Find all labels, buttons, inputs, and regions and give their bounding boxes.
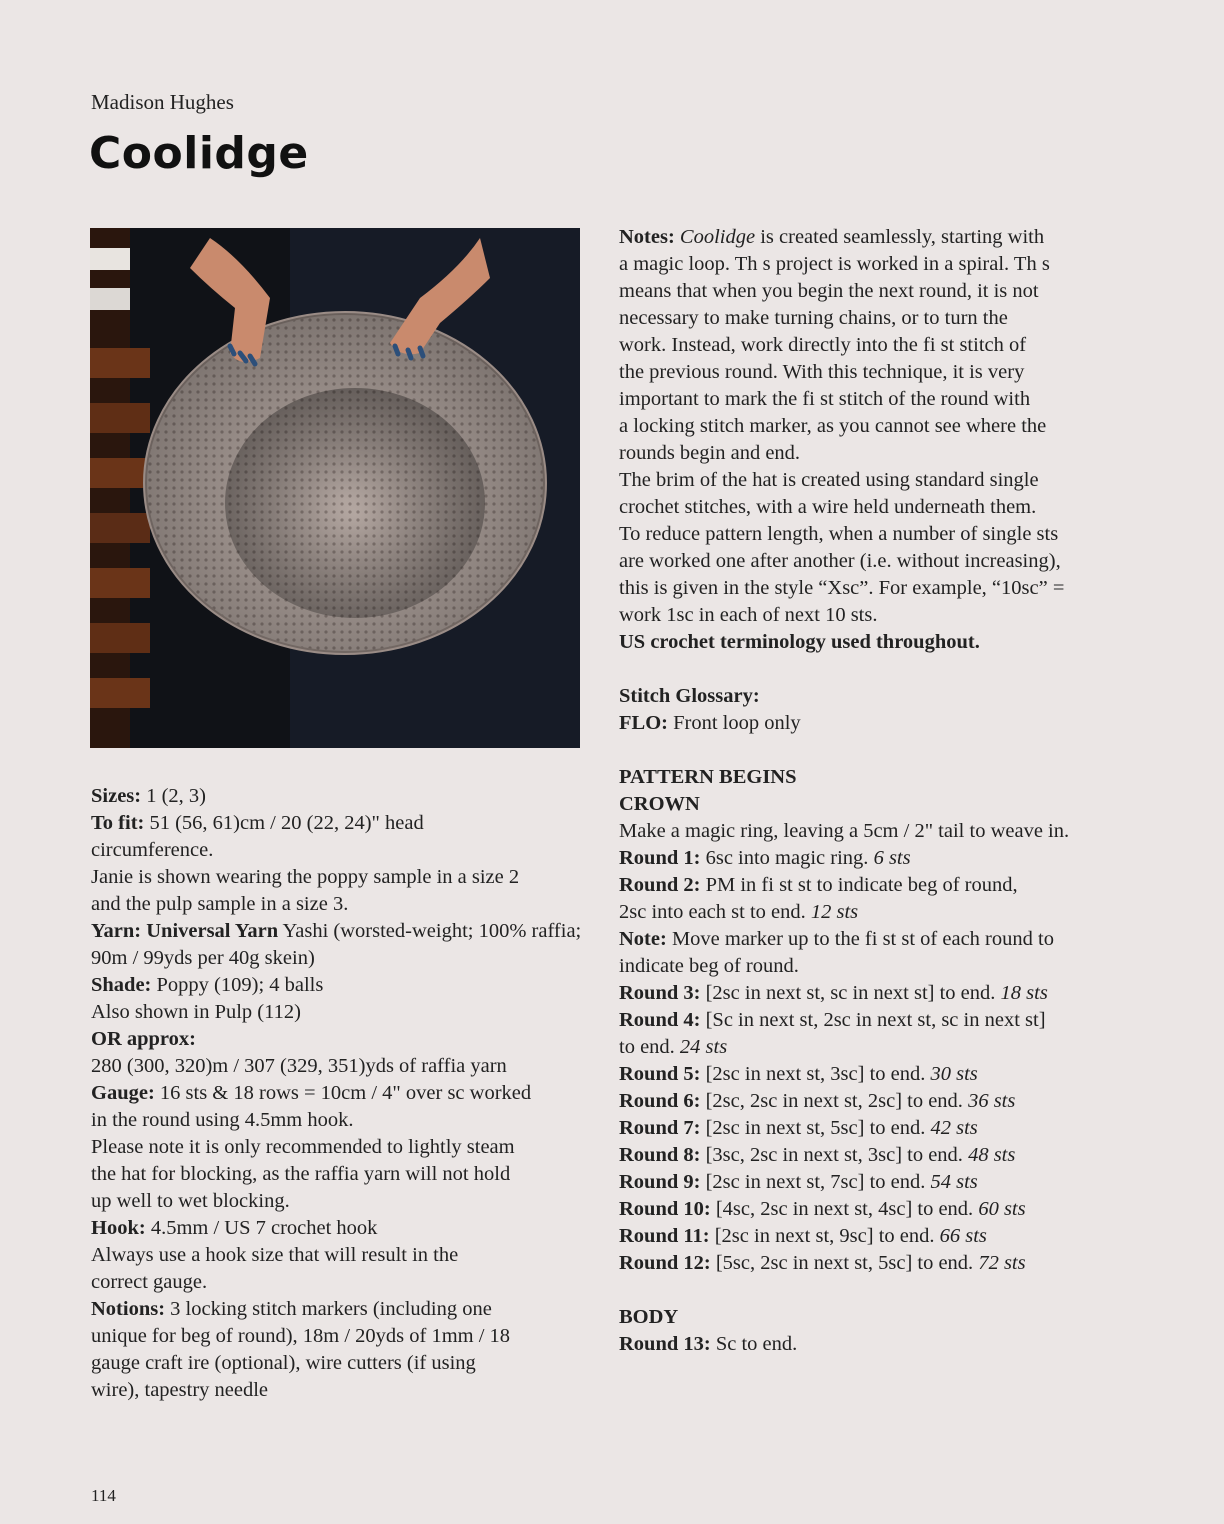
text-line xyxy=(619,710,1119,737)
body-text: is created seamlessly, starting with xyxy=(755,226,1045,248)
text-line xyxy=(619,1196,1119,1223)
text-line xyxy=(619,1304,1119,1331)
body-text: Sc to end. xyxy=(710,1333,798,1355)
label-text: Round 9: xyxy=(619,1171,701,1193)
text-line xyxy=(619,980,1119,1007)
italic-text: 66 sts xyxy=(939,1225,987,1247)
text-line xyxy=(619,251,1119,278)
text-line xyxy=(91,918,586,945)
body-text: [2sc in next st, 9sc] to end. xyxy=(709,1225,940,1247)
author-name: Madison Hughes xyxy=(91,90,234,114)
body-text: 90m / 99yds per 40g skein) xyxy=(91,947,315,969)
label-text: PATTERN BEGINS xyxy=(619,766,797,788)
text-line xyxy=(91,1242,586,1269)
body-text: Poppy (109); 4 balls xyxy=(151,974,324,996)
body-text: correct gauge. xyxy=(91,1271,208,1293)
paragraph-gap xyxy=(619,1277,1119,1304)
text-line xyxy=(91,1296,586,1323)
body-text: [3sc, 2sc in next st, 3sc] to end. xyxy=(700,1144,969,1166)
text-line xyxy=(619,872,1119,899)
body-text: Always use a hook size that will result in the xyxy=(91,1244,459,1266)
text-line xyxy=(619,305,1119,332)
text-line xyxy=(619,629,1119,656)
body-text: [5sc, 2sc in next st, 5sc] to end. xyxy=(710,1252,979,1274)
body-text: Make a magic ring, leaving a 5cm / 2" tail to weave in. xyxy=(619,820,1070,842)
label-text: Round 6: xyxy=(619,1090,701,1112)
label-text: Gauge: xyxy=(91,1082,155,1104)
text-line xyxy=(619,278,1119,305)
body-text: circumference. xyxy=(91,839,214,861)
italic-text: 42 sts xyxy=(930,1117,978,1139)
paragraph-gap xyxy=(619,737,1119,764)
body-text: 2sc into each st to end. xyxy=(619,901,811,923)
body-text: 6sc into magic ring. xyxy=(700,847,874,869)
text-line xyxy=(619,575,1119,602)
italic-text: 36 sts xyxy=(968,1090,1016,1112)
body-text: gauge craft ire (optional), wire cutters (if using xyxy=(91,1352,476,1374)
italic-text: 54 sts xyxy=(930,1171,978,1193)
italic-text: 18 sts xyxy=(1000,982,1048,1004)
label-text: Round 8: xyxy=(619,1144,701,1166)
body-text: Move marker up to the fi st st of each round to xyxy=(666,928,1054,950)
text-line xyxy=(619,1142,1119,1169)
italic-text: 60 sts xyxy=(978,1198,1026,1220)
body-text: Please note it is only recommended to lightly steam xyxy=(91,1136,515,1158)
label-text: Round 10: xyxy=(619,1198,711,1220)
text-line xyxy=(91,1377,586,1404)
label-text: FLO: xyxy=(619,712,668,734)
body-text: [Sc in next st, 2sc in next st, sc in next st] xyxy=(700,1009,1046,1031)
body-text: the hat for blocking, as the raffia yarn will not hold xyxy=(91,1163,511,1185)
body-text: Front loop only xyxy=(667,712,801,734)
body-text: indicate beg of round. xyxy=(619,955,799,977)
body-text: means that when you begin the next round, it is not xyxy=(619,280,1039,302)
label-text: BODY xyxy=(619,1306,679,1328)
body-text: Janie is shown wearing the poppy sample in a size 2 xyxy=(91,866,520,888)
text-line xyxy=(619,359,1119,386)
body-text: a locking stitch marker, as you cannot see where the xyxy=(619,415,1047,437)
text-line xyxy=(91,1134,586,1161)
text-line xyxy=(619,764,1119,791)
body-text: a magic loop. Th s project is worked in a spiral. Th s xyxy=(619,253,1050,275)
label-text: Stitch Glossary: xyxy=(619,685,760,707)
body-text: 1 (2, 3) xyxy=(141,785,207,807)
body-text: in the round using 4.5mm hook. xyxy=(91,1109,354,1131)
body-text: 4.5mm / US 7 crochet hook xyxy=(145,1217,378,1239)
pattern-instructions xyxy=(619,224,1119,1358)
body-text: to end. xyxy=(619,1036,680,1058)
page-title: Coolidge xyxy=(89,128,309,179)
body-text: crochet stitches, with a wire held underneath them. xyxy=(619,496,1037,518)
text-line xyxy=(91,1026,586,1053)
text-line xyxy=(619,521,1119,548)
body-text: Yashi (worsted-weight; 100% raffia; xyxy=(278,920,582,942)
label-text: Shade: xyxy=(91,974,152,996)
label-text: Round 4: xyxy=(619,1009,701,1031)
italic-text: 30 sts xyxy=(930,1063,978,1085)
label-text: Round 7: xyxy=(619,1117,701,1139)
italic-text: 6 sts xyxy=(873,847,911,869)
body-text: The brim of the hat is created using standard single xyxy=(619,469,1039,491)
body-text: work. Instead, work directly into the fi st stitch of xyxy=(619,334,1027,356)
text-line xyxy=(619,1088,1119,1115)
label-text: Yarn: Universal Yarn xyxy=(91,920,279,942)
text-line xyxy=(619,413,1119,440)
body-text: rounds begin and end. xyxy=(619,442,801,464)
text-line xyxy=(619,440,1119,467)
body-text: 51 (56, 61)cm / 20 (22, 24)" head xyxy=(144,812,424,834)
italic-text: 48 sts xyxy=(968,1144,1016,1166)
text-line xyxy=(619,602,1119,629)
body-text: work 1sc in each of next 10 sts. xyxy=(619,604,878,626)
text-line xyxy=(91,1053,586,1080)
text-line xyxy=(91,1350,586,1377)
italic-text: 24 sts xyxy=(679,1036,728,1058)
label-text: Round 12: xyxy=(619,1252,711,1274)
body-text: To reduce pattern length, when a number of single sts xyxy=(619,523,1059,545)
label-text: Notes: xyxy=(619,226,675,248)
text-line xyxy=(91,891,586,918)
text-line xyxy=(619,1331,1119,1358)
text-line xyxy=(619,224,1119,251)
page-number: 114 xyxy=(91,1486,116,1505)
label-text: Round 2: xyxy=(619,874,701,896)
body-text: [2sc in next st, 3sc] to end. xyxy=(700,1063,931,1085)
text-line xyxy=(91,810,586,837)
pattern-details xyxy=(91,783,586,1404)
body-text: unique for beg of round), 18m / 20yds of 1mm / 18 xyxy=(91,1325,511,1347)
body-text: [2sc in next st, 7sc] to end. xyxy=(700,1171,931,1193)
body-text: [4sc, 2sc in next st, 4sc] to end. xyxy=(710,1198,979,1220)
label-text: Round 13: xyxy=(619,1333,711,1355)
text-line xyxy=(91,1215,586,1242)
label-text: Notions: xyxy=(91,1298,166,1320)
text-line xyxy=(619,467,1119,494)
text-line xyxy=(619,332,1119,359)
body-text: 280 (300, 320)m / 307 (329, 351)yds of raffia yarn xyxy=(91,1055,507,1077)
body-text: PM in fi st st to indicate beg of round, xyxy=(700,874,1018,896)
text-line xyxy=(91,1161,586,1188)
text-line xyxy=(91,837,586,864)
text-line xyxy=(91,972,586,999)
text-line xyxy=(91,945,586,972)
label-text: Round 5: xyxy=(619,1063,701,1085)
text-line xyxy=(91,1107,586,1134)
text-line xyxy=(619,791,1119,818)
body-text: [2sc in next st, 5sc] to end. xyxy=(700,1117,931,1139)
text-line xyxy=(619,953,1119,980)
text-line xyxy=(619,1034,1119,1061)
text-line xyxy=(619,1115,1119,1142)
text-line xyxy=(619,1061,1119,1088)
text-line xyxy=(91,864,586,891)
label-text: Hook: xyxy=(91,1217,146,1239)
body-text: and the pulp sample in a size 3. xyxy=(91,893,349,915)
text-line xyxy=(619,1169,1119,1196)
italic-text: 72 sts xyxy=(978,1252,1026,1274)
text-line xyxy=(91,999,586,1026)
body-text: up well to wet blocking. xyxy=(91,1190,290,1212)
text-line xyxy=(619,899,1119,926)
text-line xyxy=(91,1269,586,1296)
body-text: wire), tapestry needle xyxy=(91,1379,269,1401)
text-line xyxy=(91,1323,586,1350)
text-line xyxy=(91,1188,586,1215)
body-text: this is given in the style “Xsc”. For example, “10sc” = xyxy=(619,577,1065,599)
body-text: are worked one after another (i.e. without increasing), xyxy=(619,550,1061,572)
text-line xyxy=(619,683,1119,710)
label-text: Round 3: xyxy=(619,982,701,1004)
label-text: CROWN xyxy=(619,793,700,815)
paragraph-gap xyxy=(619,656,1119,683)
hat-photo xyxy=(90,228,580,748)
label-text: Note: xyxy=(619,928,667,950)
italic-text: Coolidge xyxy=(679,226,756,248)
text-line xyxy=(619,1223,1119,1250)
body-text: important to mark the fi st stitch of the round with xyxy=(619,388,1031,410)
body-text: Also shown in Pulp (112) xyxy=(91,1001,301,1023)
label-text: Sizes: xyxy=(91,785,142,807)
text-line xyxy=(619,926,1119,953)
text-line xyxy=(619,494,1119,521)
text-line xyxy=(619,845,1119,872)
label-text: Round 1: xyxy=(619,847,701,869)
label-text: Round 11: xyxy=(619,1225,710,1247)
text-line xyxy=(619,1250,1119,1277)
text-line xyxy=(91,783,586,810)
body-text: necessary to make turning chains, or to turn the xyxy=(619,307,1008,329)
italic-text: 12 sts xyxy=(810,901,859,923)
body-text: [2sc, 2sc in next st, 2sc] to end. xyxy=(700,1090,969,1112)
text-line xyxy=(619,548,1119,575)
text-line xyxy=(91,1080,586,1107)
label-text: OR approx: xyxy=(91,1028,196,1050)
text-line xyxy=(619,1007,1119,1034)
label-text: US crochet terminology used throughout. xyxy=(619,631,980,653)
body-text: 3 locking stitch markers (including one xyxy=(165,1298,492,1320)
body-text: [2sc in next st, sc in next st] to end. xyxy=(700,982,1001,1004)
label-text: To fit: xyxy=(91,812,145,834)
body-text: 16 sts & 18 rows = 10cm / 4" over sc worked xyxy=(154,1082,532,1104)
text-line xyxy=(619,386,1119,413)
text-line xyxy=(619,818,1119,845)
body-text: the previous round. With this technique, it is very xyxy=(619,361,1025,383)
